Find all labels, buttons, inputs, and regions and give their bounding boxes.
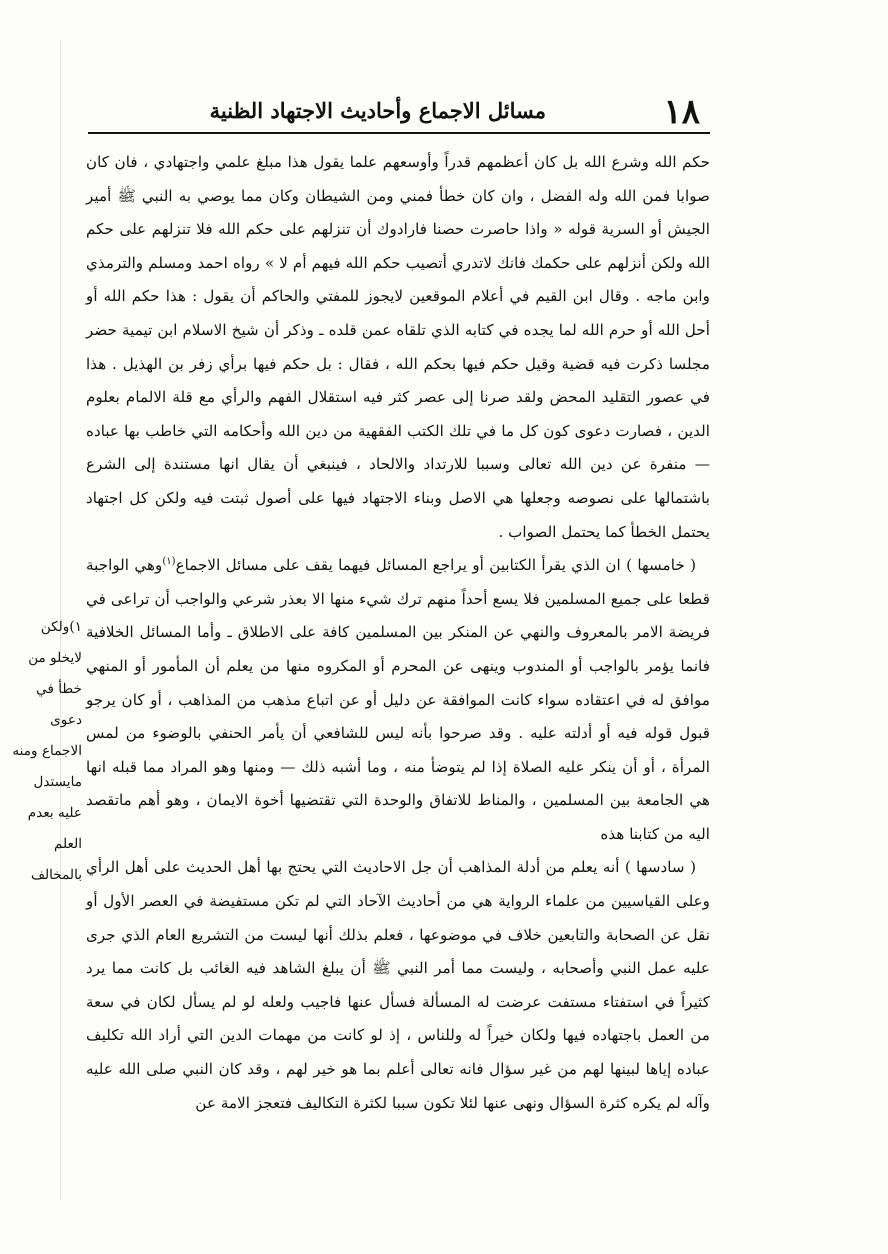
margin-footnote: ١)ولكن لايخلو من خطأ في دعوى الاجماع ومنه مايستدل عليه بعدم العلم بالمخالف <box>12 619 82 883</box>
paragraph-1: حكم الله وشرع الله بل كان أعظمهم قدراً وأوسعهم علما يقول هذا مبلغ علمي واجتهادي ، فان كان صوابا فمن الله وله الفضل ، وان كان خطأ فمني ومن الشيطان وكان مما يوصي به النبي ﷺ أمير الجيش أو السرية قوله « واذا حاصرت حصنا فارادوك أن تنزلهم على حكم الله فلا تنزلهم على حكم الله ولكن أنزلهم على حكمك فانك لاتدري أتصيب حكم الله فيهم أم لا » رواه احمد ومسلم والترمذي وابن ماجه . وقال ابن القيم في أعلام الموقعين لايجوز للمفتي والحاكم أن يقول : هذا حكم الله أو أحل الله أو حرم الله لما يجده في كتابه الذي تلقاه عمن قلده ـ وذكر أن شيخ الاسلام ابن تيمية حضر مجلسا ذكرت فيه قضية وقيل حكم فيها بحكم الله ، فقال : بل حكم فيها برأي زفر بن الهذيل . هذا في عصور التقليد المحض ولقد صرنا إلى عصر كثر فيه استقلال الفهم والرأي مع قلة الالمام بعلوم الدين ، فصارت دعوى كون كل ما في تلك الكتب الفقهية من دين الله وأحكامه التي خاطب بها عباده — منفرة عن دين الله تعالى وسببا للارتداد والالحاد ، فينبغي أن يقال انها مستندة إلى الشرع باشتمالها على نصوصه وجعلها هي الاصل وبناء الاجتهاد فيها على أصول ثبتت فيه ولكن كل اجتهاد يحتمل الخطأ كما يحتمل الصواب . <box>86 153 710 541</box>
page-header <box>88 92 710 134</box>
paragraph-2-start: ( خامسها ) ان الذي يقرأ الكتابين أو يراجع المسائل فيهما يقف على مسائل الاجماع <box>175 556 696 575</box>
page-number: ١٨ <box>663 92 700 132</box>
paragraph-3: ( سادسها ) أنه يعلم من أدلة المذاهب أن جل الاحاديث التي يحتج بها أهل الحديث على أهل الرأي وعلى القياسيين من علماء الرواية هي من أحاديث الآحاد التي لم تكن مستفيضة في العصر الأول أو نقل عن الصحابة والتابعين خلاف في موضوعها ، فعلم بذلك أنها ليست من التشريع العام الذي جرى عليه عمل النبي وأصحابه ، وليست مما أمر النبي ﷺ أن يبلغ الشاهد فيه الغائب بل كانت مما يرد كثيراً في استفتاء مستفت عرضت له المسألة فسأل عنها فاجيب ولعله لو لم يسأل لكان في سعة من العمل باجتهاده فيها ولكان خيراً له وللناس ، إذ لو كانت من مهمات الدين التي أراد الله تكليف عباده إياها لبينها لهم من غير سؤال فانه تعالى أعلم بما هو خير لهم ، وقد كان النبي صلى الله عليه وآله لم يكره كثرة السؤال ونهى عنها لئلا تكون سببا لكثرة التكاليف فتعجز الامة عن <box>86 858 710 1112</box>
running-title: مسائل الاجماع وأحاديث الاجتهاد الظنية <box>209 98 546 123</box>
footnote-reference: (١) <box>162 556 176 568</box>
paragraph-2 <box>86 549 710 851</box>
main-text <box>86 146 710 1120</box>
header-rule <box>88 132 710 134</box>
paragraph-2-rest: وهي الواجبة قطعا على جميع المسلمين فلا يسع أحداً منهم ترك شيء منها الا بعذر شرعي والواجب أن تراعى في فريضة الامر بالمعروف والنهي عن المنكر بين المسلمين كافة على الاطلاق ـ وأما المسائل الخلافية فانما يؤمر بالواجب أو المندوب وينهى عن المحرم أو المكروه منها من يعلم أن المأمور أو المنهي موافق له في اعتقاده سواء كانت الموافقة عن دليل أو عن اتباع مذهب من المذاهب ، أو كان يرجو قبول قوله فيه أو أدلته عليه . وقد صرحوا بأنه ليس للشافعي أن يأمر الحنفي بالوضوء من لمس المرأة ، أو أن ينكر عليه الصلاة إذا لم يتوضأ منه ، وما أشبه ذلك — ومنها وهو المراد مما قبله انها هي الجامعة بين المسلمين ، والمناط للاتفاق والوحدة التي تقتضيها أخوة الايمان ، وهو أهم ماتقصد اليه من كتابنا هذه <box>86 556 710 843</box>
